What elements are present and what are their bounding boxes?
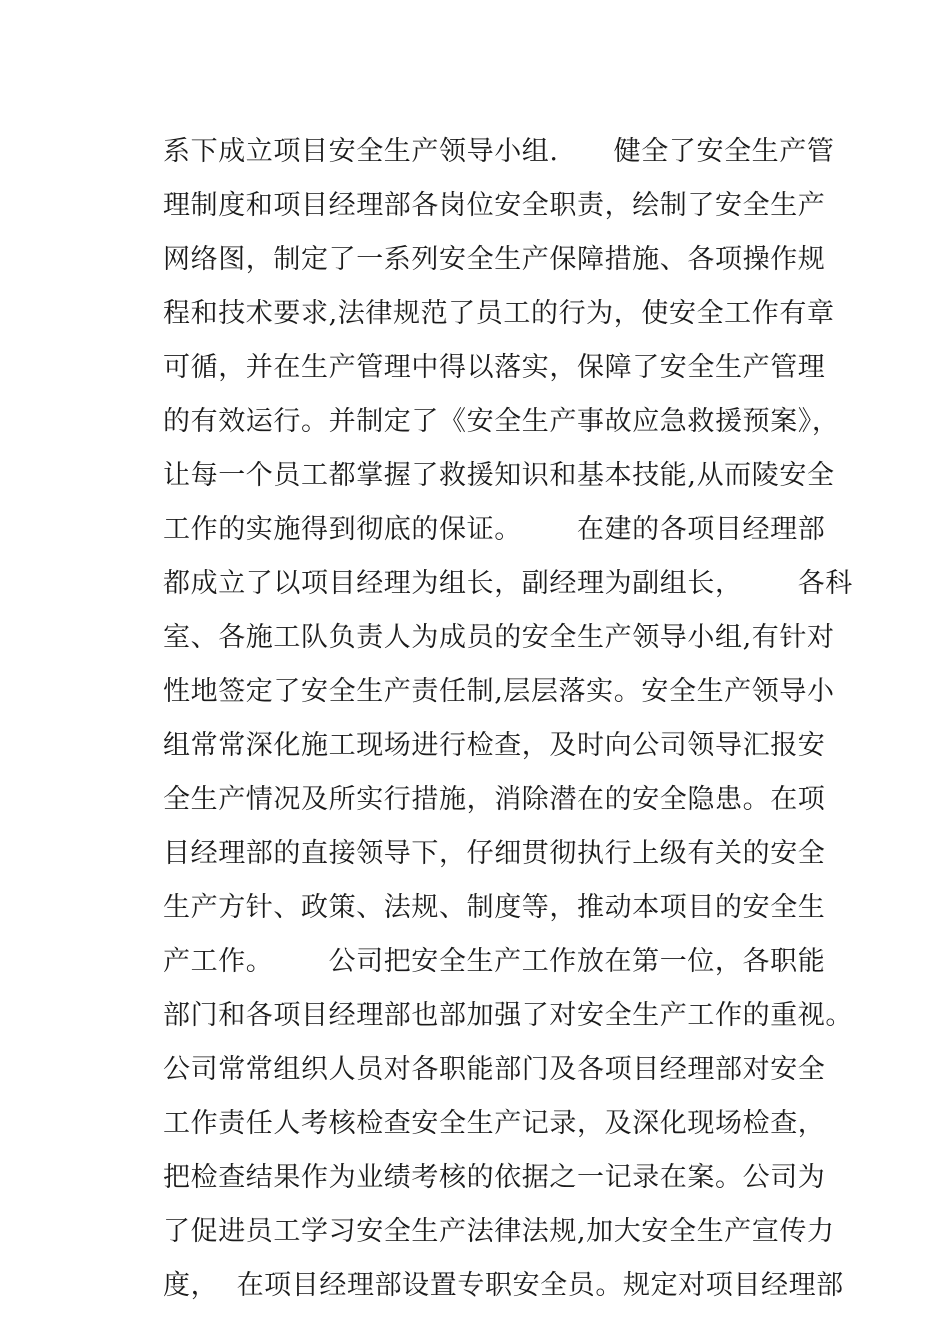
text-line: 系下成立项目安全生产领导小组. 健全了安全生产管 bbox=[163, 136, 835, 167]
text-line: 室、各施工队负责人为成员的安全生产领导小组,有针对 bbox=[163, 622, 835, 653]
text-line: 工作责任人考核检查安全生产记录，及深化现场检查， bbox=[163, 1108, 826, 1139]
text-line: 目经理部的直接领导下，仔细贯彻执行上级有关的安全 bbox=[163, 838, 826, 869]
text-line: 了促进员工学习安全生产法律法规,加大安全生产宣传力 bbox=[163, 1216, 835, 1247]
text-line: 把检查结果作为业绩考核的依据之一记录在案。公司为 bbox=[163, 1162, 826, 1193]
text-line: 可循，并在生产管理中得以落实，保障了安全生产管理 bbox=[163, 352, 826, 383]
text-line: 生产方针、政策、法规、制度等，推动本项目的安全生 bbox=[163, 892, 826, 923]
text-line: 都成立了以项目经理为组长，副经理为副组长， 各科 bbox=[163, 568, 853, 599]
text-line: 网络图，制定了一系列安全生产保障措施、各项操作规 bbox=[163, 244, 826, 275]
body-text bbox=[163, 125, 853, 1313]
text-line: 度， 在项目经理部设置专职安全员。规定对项目经理部 bbox=[163, 1270, 844, 1301]
text-line: 理制度和项目经理部各岗位安全职责，绘制了安全生产 bbox=[163, 190, 826, 221]
text-line: 工作的实施得到彻底的保证。 在建的各项目经理部 bbox=[163, 514, 826, 545]
text-line: 产工作。 公司把安全生产工作放在第一位，各职能 bbox=[163, 946, 826, 977]
text-line: 程和技术要求,法律规范了员工的行为，使安全工作有章 bbox=[163, 298, 835, 329]
text-line: 让每一个员工都掌握了救援知识和基本技能,从而陵安全 bbox=[163, 460, 835, 491]
text-line: 部门和各项目经理部也部加强了对安全生产工作的重视。 bbox=[163, 1000, 853, 1031]
text-line: 组常常深化施工现场进行检查，及时向公司领导汇报安 bbox=[163, 730, 826, 761]
text-line: 的有效运行。并制定了《安全生产事故应急救援预案》， bbox=[163, 406, 840, 437]
text-line: 性地签定了安全生产责任制,层层落实。安全生产领导小 bbox=[163, 676, 835, 707]
text-line: 全生产情况及所实行措施，消除潜在的安全隐患。在项 bbox=[163, 784, 826, 815]
text-line: 公司常常组织人员对各职能部门及各项目经理部对安全 bbox=[163, 1054, 826, 1085]
